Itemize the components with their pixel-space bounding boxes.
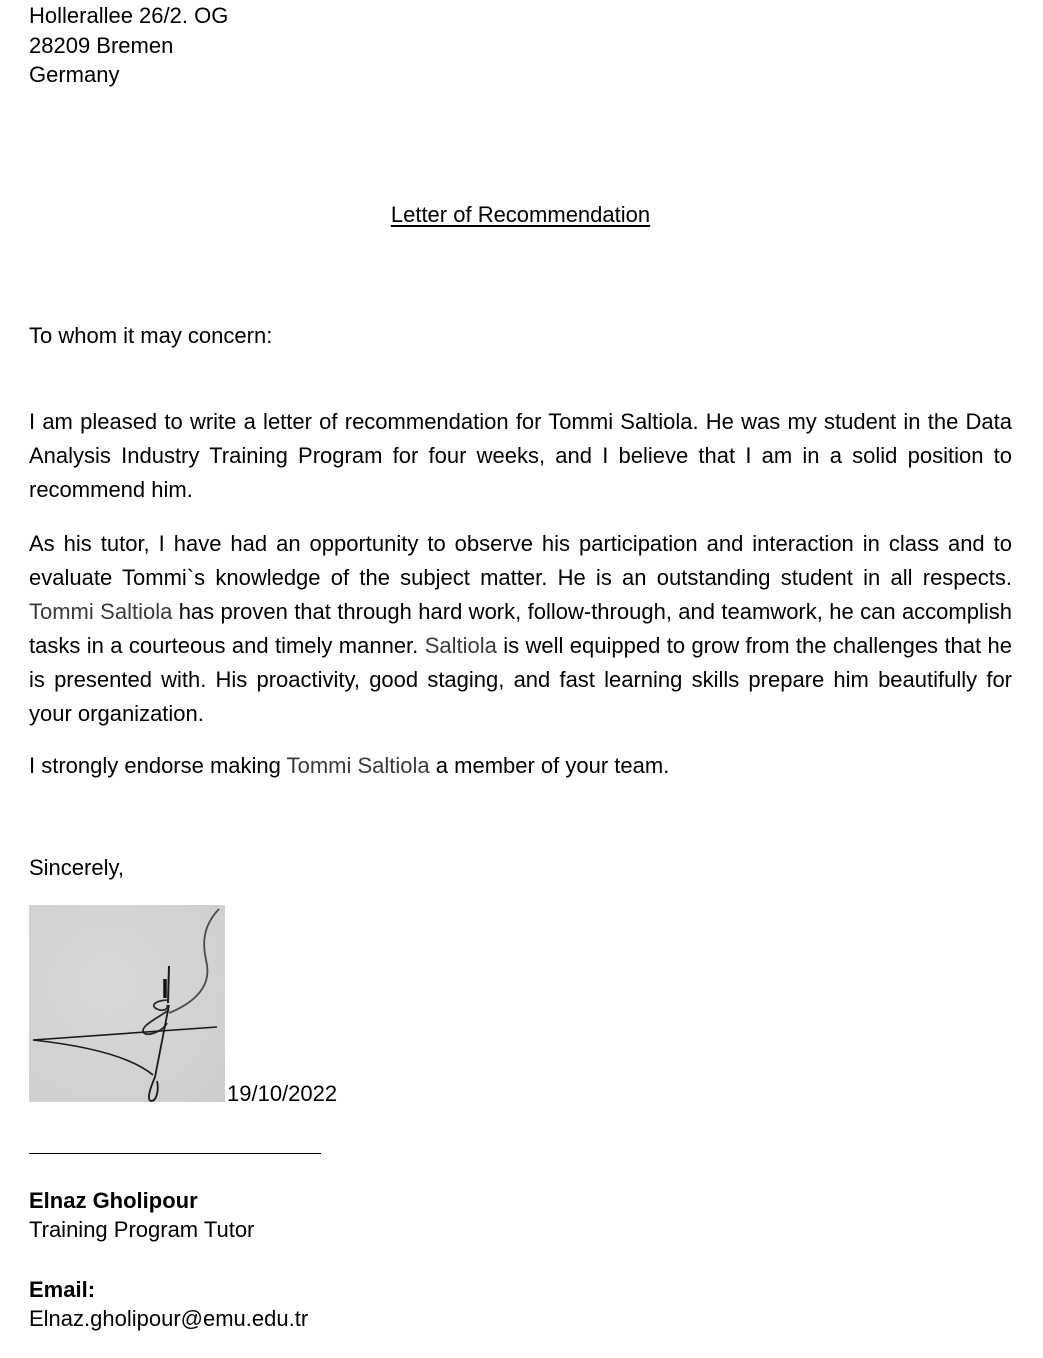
signature-stroke-descender [149, 1005, 169, 1101]
signature-date: 19/10/2022 [227, 1081, 338, 1106]
sender-address [29, 1, 228, 90]
paragraph-3-text-a: I strongly endorse making [29, 753, 287, 778]
signature-stroke-horizontal [33, 1027, 217, 1075]
body-paragraph-1 [29, 405, 1012, 507]
body-paragraph-2 [29, 527, 1012, 731]
signer-role: Training Program Tutor [29, 1217, 255, 1242]
closing: Sincerely, [29, 855, 124, 880]
paragraph-2-text-c: is well equipped to grow from the challenges that he is presented with. His proactivity, good staging, and fast learning skills prepare him beautifully for your organization. [29, 633, 1012, 726]
paragraph-2-text-a: As his tutor, I have had an opportunity to observe his participation and interaction in class and to evaluate Tommi`s knowledge of the subject matter. He is an outstanding student in all respects. [29, 531, 1012, 590]
paragraph-1-text: I am pleased to write a letter of recommendation for Tommi Saltiola. He was my student in the Data Analysis Industry Training Program for four weeks, and I believe that I am in a solid position to recommend him. [29, 409, 1012, 502]
letter-title-text: Letter of Recommendation [390, 202, 651, 227]
student-surname-highlight: Saltiola [424, 633, 497, 658]
student-name-highlight: Tommi Saltiola [286, 753, 430, 778]
signature-stroke-loop-small [154, 1000, 169, 1010]
signature-strokes [29, 905, 225, 1102]
address-country: Germany [29, 62, 120, 87]
paragraph-3-text-b: a member of your team. [429, 753, 670, 778]
paragraph-2-text-b: has proven that through hard work, follow-through, and teamwork, he can accomplish tasks in a courteous and timely manner. [29, 599, 1012, 658]
signature-line [29, 1153, 321, 1154]
signer-name: Elnaz Gholipour [29, 1188, 198, 1213]
email-address: Elnaz.gholipour@emu.edu.tr [29, 1306, 309, 1331]
signature-stroke-vertical-top [168, 966, 169, 1003]
salutation: To whom it may concern: [29, 323, 273, 348]
signature-stroke-top-curve [169, 909, 219, 1013]
body-paragraph-3 [29, 749, 1012, 783]
letter-title [29, 200, 1012, 230]
handwritten-signature-icon [29, 905, 225, 1102]
email-label: Email: [29, 1277, 96, 1302]
student-name-highlight: Tommi Saltiola [29, 599, 173, 624]
address-street: Hollerallee 26/2. OG [29, 3, 229, 28]
address-city: 28209 Bremen [29, 32, 174, 58]
